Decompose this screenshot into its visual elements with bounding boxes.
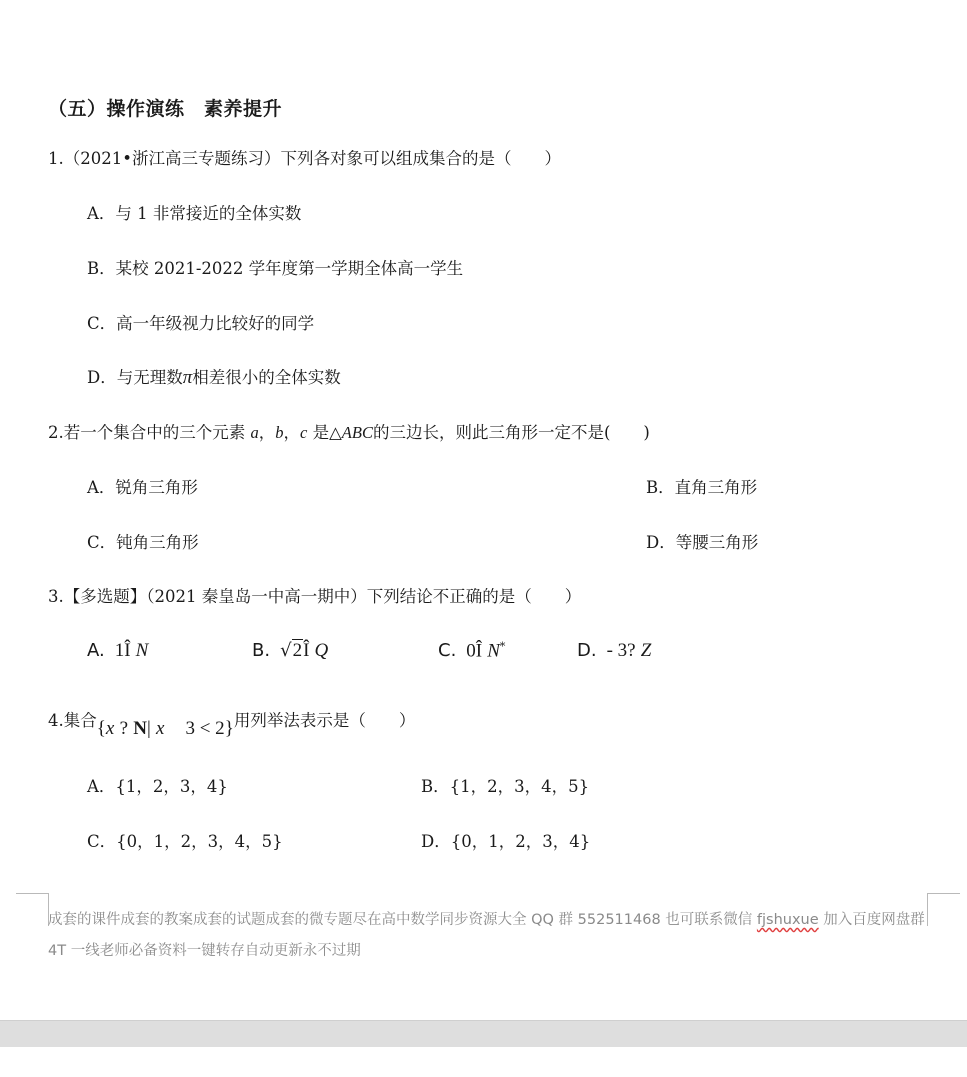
option-d-suffix: 相差很小的全体实数 xyxy=(192,368,341,387)
question-4-option-a: A．{1，2，3，4} xyxy=(87,777,228,796)
math-expr: - 3? xyxy=(606,640,636,661)
sqrt-expr xyxy=(280,640,303,662)
question-2-stem xyxy=(48,419,650,443)
question-3-option-d xyxy=(577,640,651,662)
sep: ， xyxy=(258,423,276,442)
q2-stem-prefix: 2.若一个集合中的三个元素 xyxy=(48,423,246,442)
inequality: 3 < 2 xyxy=(185,718,225,739)
set-builder-expr xyxy=(97,719,234,738)
superscript: * xyxy=(499,640,506,653)
question-2-option-a: A．锐角三角形 xyxy=(87,478,198,497)
bar: | xyxy=(146,718,151,739)
question-4-stem xyxy=(48,707,416,739)
triangle-name: ABC xyxy=(341,423,373,442)
radical-sign: √ xyxy=(280,640,292,661)
set-symbol: N xyxy=(135,640,149,661)
belongs-symbol: ? xyxy=(119,718,128,739)
question-2-option-c: C．钝角三角形 xyxy=(87,533,199,552)
section-title: （五）操作演练 素养提升 xyxy=(48,98,283,120)
margin-corner-right xyxy=(927,893,960,926)
brace: { xyxy=(96,718,106,739)
footer-note xyxy=(48,905,928,967)
footer-text-suffix: 加入百度网盘群 4T 一线老师必备资料一键转存自动更新永不过期 xyxy=(48,912,925,959)
page-gap-bar xyxy=(0,1020,967,1048)
question-1-option-b: B．某校 2021-2022 学年度第一学期全体高一学生 xyxy=(87,259,464,278)
math-expr: Î xyxy=(303,640,310,661)
q4-stem-prefix: 4.集合 xyxy=(48,711,97,730)
question-3-option-c xyxy=(438,640,505,662)
var-b: b xyxy=(275,423,284,442)
question-4-option-d: D．{0，1，2，3，4} xyxy=(421,832,591,851)
natural-set: N xyxy=(133,718,147,739)
question-2-option-d: D．等腰三角形 xyxy=(646,533,759,552)
set-symbol: Z xyxy=(640,640,652,661)
option-label: A. xyxy=(87,640,105,661)
wechat-id: fjshuxue xyxy=(756,912,819,928)
margin-corner-left xyxy=(16,893,49,926)
question-1-option-a: A．与 1 非常接近的全体实数 xyxy=(87,204,302,223)
q2-stem-suffix: 的三边长，则此三角形一定不是( ) xyxy=(372,423,650,442)
set-symbol: Q xyxy=(314,640,329,661)
footer-text-prefix: 成套的课件成套的教案成套的试题成套的微专题尽在高中数学同步资源大全 QQ 群 552511468 也可联系微信 xyxy=(48,912,757,928)
question-4-option-b: B．{1，2，3，4，5} xyxy=(421,777,590,796)
pi-symbol: π xyxy=(182,367,193,388)
question-2-option-b: B．直角三角形 xyxy=(646,478,758,497)
set-symbol: N xyxy=(487,640,500,662)
math-expr: 0Î xyxy=(466,640,483,662)
question-1-option-d xyxy=(87,364,341,389)
sep: ， xyxy=(283,423,300,442)
next-page-top xyxy=(0,1047,967,1077)
question-1-stem: 1.（2021•浙江高三专题练习）下列各对象可以组成集合的是（ ） xyxy=(48,149,561,168)
question-3-stem: 3.【多选题】（2021 秦皇岛一中高一期中）下列结论不正确的是（ ） xyxy=(48,587,582,606)
question-3-option-a xyxy=(87,640,148,662)
option-label: B. xyxy=(252,640,271,661)
option-label: D. xyxy=(577,640,597,661)
var-x: x xyxy=(105,718,115,739)
question-1-option-c: C．高一年级视力比较好的同学 xyxy=(87,314,315,333)
question-4-option-c: C．{0，1，2，3，4，5} xyxy=(87,832,283,851)
question-3-option-b xyxy=(252,640,328,662)
option-d-prefix: D．与无理数 xyxy=(87,368,183,387)
var-x: x xyxy=(156,718,165,739)
radicand: 2 xyxy=(292,640,303,661)
option-label: C. xyxy=(438,640,457,662)
var-a: a xyxy=(250,423,259,442)
brace: } xyxy=(224,718,234,739)
var-c: c xyxy=(300,423,308,442)
math-expr: 1Î xyxy=(114,640,131,661)
q4-stem-suffix: 用列举法表示是（ ） xyxy=(233,711,416,730)
triangle-prefix: 是△ xyxy=(312,423,342,442)
